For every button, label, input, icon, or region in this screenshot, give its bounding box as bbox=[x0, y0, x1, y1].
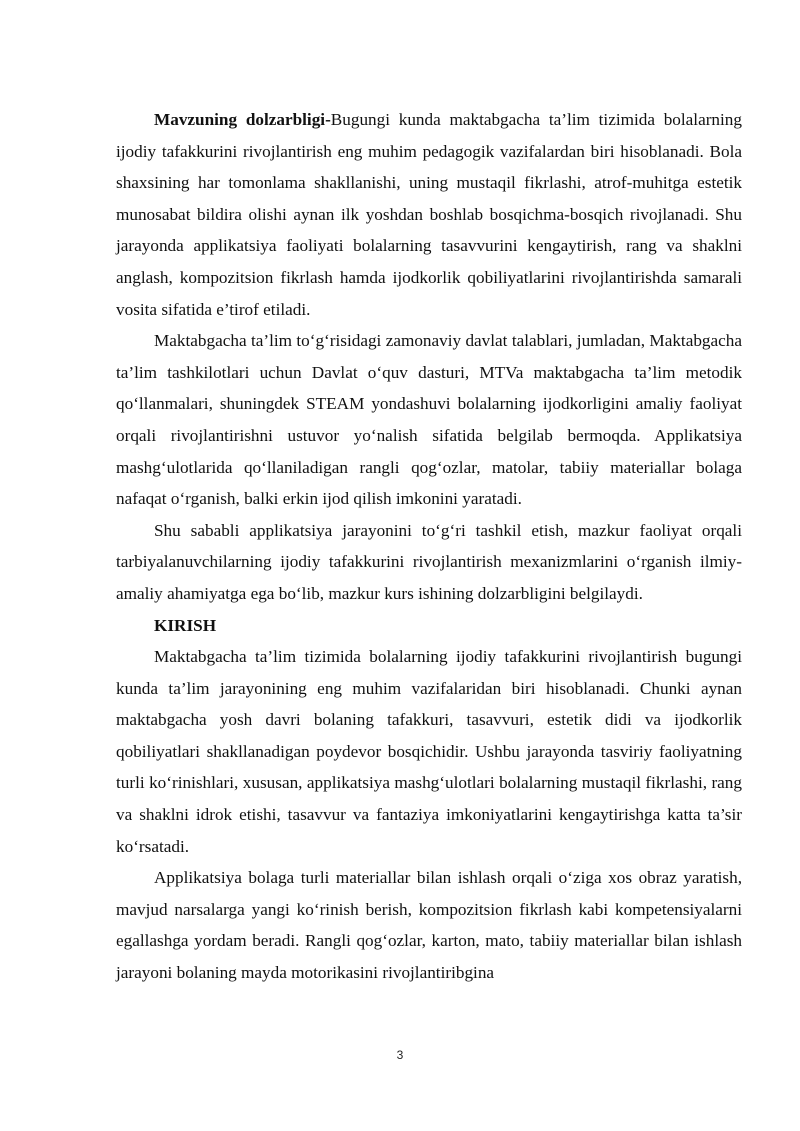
paragraph-relevance bbox=[116, 104, 742, 325]
relevance-text: Bugungi kunda maktabgacha ta’lim tizimida bolalarning ijodiy tafakkurini rivojlantirish eng muhim pedagogik vazifalardan biri hisoblanadi. Bola shaxsining har tomonlama shakllanishi, uning mustaqil fikrlashi, atrof-muhitga estetik munosabat bildira olishi aynan ilk yoshdan boshlab bosqichma-bosqich rivojlanadi. Shu jarayonda applikatsiya faoliyati bolalarning tasavvurini kengaytirish, rang va shaklni anglash, kompozitsion fikrlash hamda ijodkorlik qobiliyatlarini rivojlantirishda samarali vosita sifatida e’tirof etiladi. bbox=[116, 110, 742, 319]
relevance-heading: Mavzuning dolzarbligi- bbox=[154, 110, 331, 129]
page-number: 3 bbox=[396, 1048, 404, 1062]
paragraph-applique: Applikatsiya bolaga turli materiallar bilan ishlash orqali o‘ziga xos obraz yaratish, mavjud narsalarga yangi ko‘rinish berish, kompozitsion fikrlash kabi kompetensiyalarni egallashga yordam beradi. Rangli qog‘ozlar, karton, mato, tabiiy materiallar bilan ishlash jarayoni bolaning mayda motorikasini rivojlantiribgina bbox=[116, 868, 742, 983]
paragraph-standards: Maktabgacha ta’lim to‘g‘risidagi zamonaviy davlat talablari, jumladan, Maktabgacha ta’lim tashkilotlari uchun Davlat o‘quv dasturi, MTVa maktabgacha ta’lim metodik qo‘llanmalari, shuningdek STEAM yondashuvi bolalarning ijodkorligini amaliy faoliyat orqali rivojlantirishni ustuvor yo‘nalish sifatida belgilab bermoqda. Applikatsiya mashg‘ulotlarida qo‘llaniladigan rangli qog‘ozlar, matolar, tabiiy materiallar bolaga nafaqat o‘rganish, balki erkin ijod qilish imkonini yaratadi. bbox=[116, 331, 742, 509]
paragraph-introduction: Maktabgacha ta’lim tizimida bolalarning ijodiy tafakkurini rivojlantirish bugungi kunda ta’lim jarayonining eng muhim vazifalaridan biri hisoblanadi. Chunki aynan maktabgacha yosh davri bolaning tafakkuri, tasavvuri, estetik didi va ijodkorlik qobiliyatlari shakllanadigan poydevor bosqichidir. Ushbu jarayonda tasviriy faoliyatning turli ko‘rinishlari, xususan, applikatsiya mashg‘ulotlari bolalarning mustaqil fikrlashi, rang va shaklni idrok etishi, tasavvur va fantaziya imkoniyatlarini kengaytirishga katta ta’sir ko‘rsatadi. bbox=[116, 647, 742, 856]
section-heading-introduction: KIRISH bbox=[154, 615, 217, 635]
body-text bbox=[116, 104, 742, 989]
paragraph-conclusion: Shu sababli applikatsiya jarayonini to‘g‘ri tashkil etish, mazkur faoliyat orqali tarbiyalanuvchilarning ijodiy tafakkurini rivojlantirish mexanizmlarini o‘rganish ilmiy-amaliy ahamiyatga ega bo‘lib, mazkur kurs ishining dolzarbligini belgilaydi. bbox=[116, 520, 742, 603]
